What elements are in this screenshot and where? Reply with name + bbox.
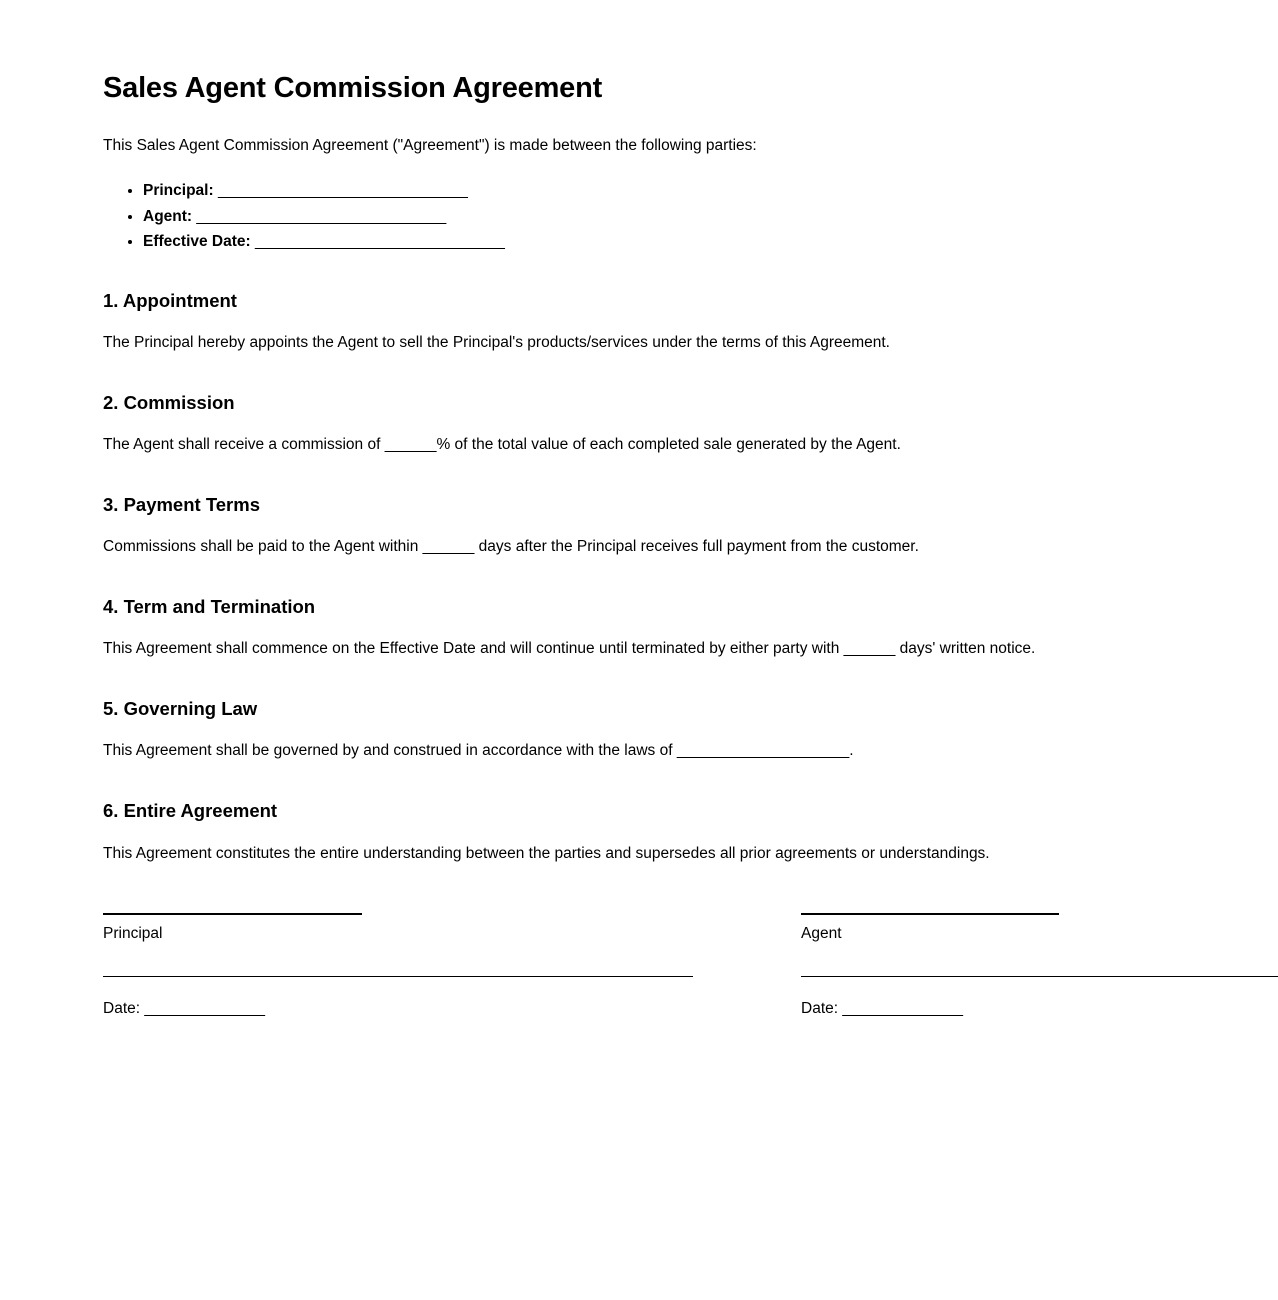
- section-body-governing-law: This Agreement shall be governed by and construed in accordance with the laws of ____________________.: [103, 742, 854, 760]
- section-body-term-and-termination: This Agreement shall commence on the Effective Date and will continue until terminated by either party with ______ days' written notice.: [103, 640, 1036, 658]
- date-cell-principal: [103, 977, 693, 1030]
- signature-cell-agent: [801, 902, 1278, 976]
- party-label-effective-date: Effective Date:: [143, 232, 251, 250]
- signature-gap-cell: [693, 902, 801, 976]
- party-blank-principal[interactable]: ______________________________: [217, 182, 468, 200]
- section-heading-payment-terms: 3. Payment Terms: [103, 494, 260, 516]
- section-heading-term-and-termination: 4. Term and Termination: [103, 596, 316, 618]
- page-title: Sales Agent Commission Agreement: [103, 72, 603, 104]
- date-cell-agent: [801, 977, 1278, 1030]
- list-item: [143, 204, 1176, 229]
- party-blank-agent[interactable]: ______________________________: [196, 207, 447, 225]
- parties-list: [103, 178, 1176, 253]
- section-heading-commission: 2. Commission: [103, 391, 235, 413]
- signature-label-agent: Agent: [801, 925, 842, 943]
- signature-rule-principal[interactable]: [103, 913, 362, 915]
- date-label-principal[interactable]: Date: ______________: [103, 1000, 266, 1018]
- signature-cell-principal: [103, 902, 693, 976]
- party-label-principal: Principal:: [143, 182, 214, 200]
- section-heading-governing-law: 5. Governing Law: [103, 698, 258, 720]
- section-heading-entire-agreement: 6. Entire Agreement: [103, 800, 278, 822]
- list-item: [143, 178, 1176, 203]
- party-label-agent: Agent:: [143, 207, 193, 225]
- date-label-agent[interactable]: Date: ______________: [801, 1000, 964, 1018]
- signature-block: [103, 902, 1176, 1030]
- signature-label-principal: Principal: [103, 925, 163, 943]
- section-body-entire-agreement: This Agreement constitutes the entire understanding between the parties and supersedes all prior agreements or understandings.: [103, 844, 990, 862]
- section-body-payment-terms: Commissions shall be paid to the Agent within ______ days after the Principal receives full payment from the customer.: [103, 538, 919, 556]
- table-row: [103, 977, 1278, 1030]
- intro-paragraph: This Sales Agent Commission Agreement ("Agreement") is made between the following parties:: [103, 137, 757, 155]
- list-item: [143, 229, 1176, 254]
- section-body-appointment: The Principal hereby appoints the Agent to sell the Principal's products/services under the terms of this Agreement.: [103, 334, 890, 351]
- section-heading-appointment: 1. Appointment: [103, 289, 237, 311]
- signature-table: [103, 902, 1278, 1030]
- date-gap-cell: [693, 977, 801, 1030]
- section-body-commission: The Agent shall receive a commission of ______% of the total value of each completed sale generated by the Agent.: [103, 436, 901, 454]
- signature-rule-agent[interactable]: [801, 913, 1059, 915]
- party-blank-effective-date[interactable]: ______________________________: [255, 232, 505, 250]
- table-row: [103, 902, 1278, 976]
